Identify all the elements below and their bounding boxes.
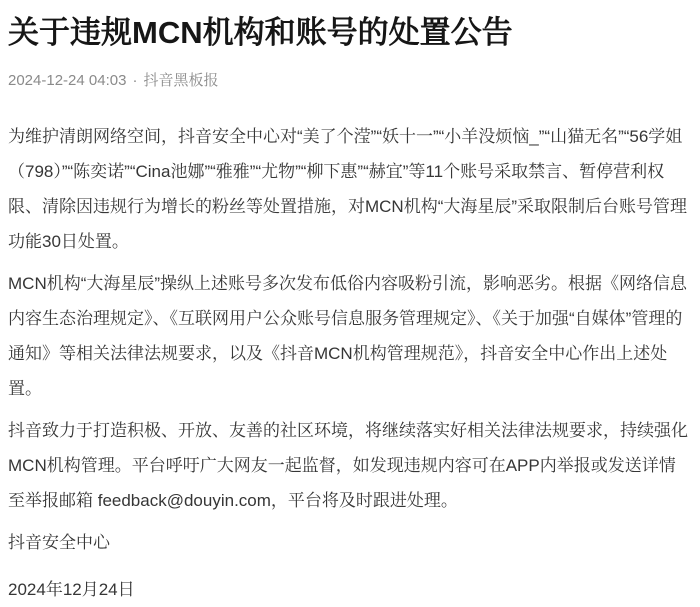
paragraph-legal-basis: MCN机构“大海星辰”操纵上述账号多次发布低俗内容吸粉引流，影响恶劣。根据《网络信息内容生态治理规定》、《互联网用户公众账号信息服务管理规定》、《关于加强“自媒体”管理的通知》等相关法律法规要求，以及《抖音MCN机构管理规范》，抖音安全中心作出上述处置。 (8, 274, 688, 398)
publish-timestamp: 2024-12-24 04:03 (8, 72, 127, 89)
page-title: 关于违规MCN机构和账号的处置公告 (8, 15, 513, 50)
article-meta (8, 70, 692, 91)
meta-separator: · (132, 72, 138, 89)
signature: 抖音安全中心 (8, 533, 110, 552)
signature-date: 2024年12月24日 (8, 580, 135, 599)
publisher-name: 抖音黑板报 (143, 72, 219, 89)
paragraph-platform-appeal: 抖音致力于打造积极、开放、友善的社区环境，将继续落实好相关法律法规要求，持续强化MCN机构管理。平台呼吁广大网友一起监督，如发现违规内容可在APP内举报或发送详情至举报邮箱 feedback@douyin.com，平台将及时跟进处理。 (8, 421, 688, 510)
paragraph-account-measures: 为维护清朗网络空间，抖音安全中心对“美了个滢”“妖十一”“小羊没烦恼_”“山猫无名”“56学姐（798）”“陈奕诺”“Cina池娜”“雅雅”“尤物”“柳下惠”“赫宜”等11个账号采取禁言、暂停营利权限、清除因违规行为增长的粉丝等处置措施，对MCN机构“大海星辰”采取限制后台账号管理功能30日处置。 (8, 127, 688, 251)
